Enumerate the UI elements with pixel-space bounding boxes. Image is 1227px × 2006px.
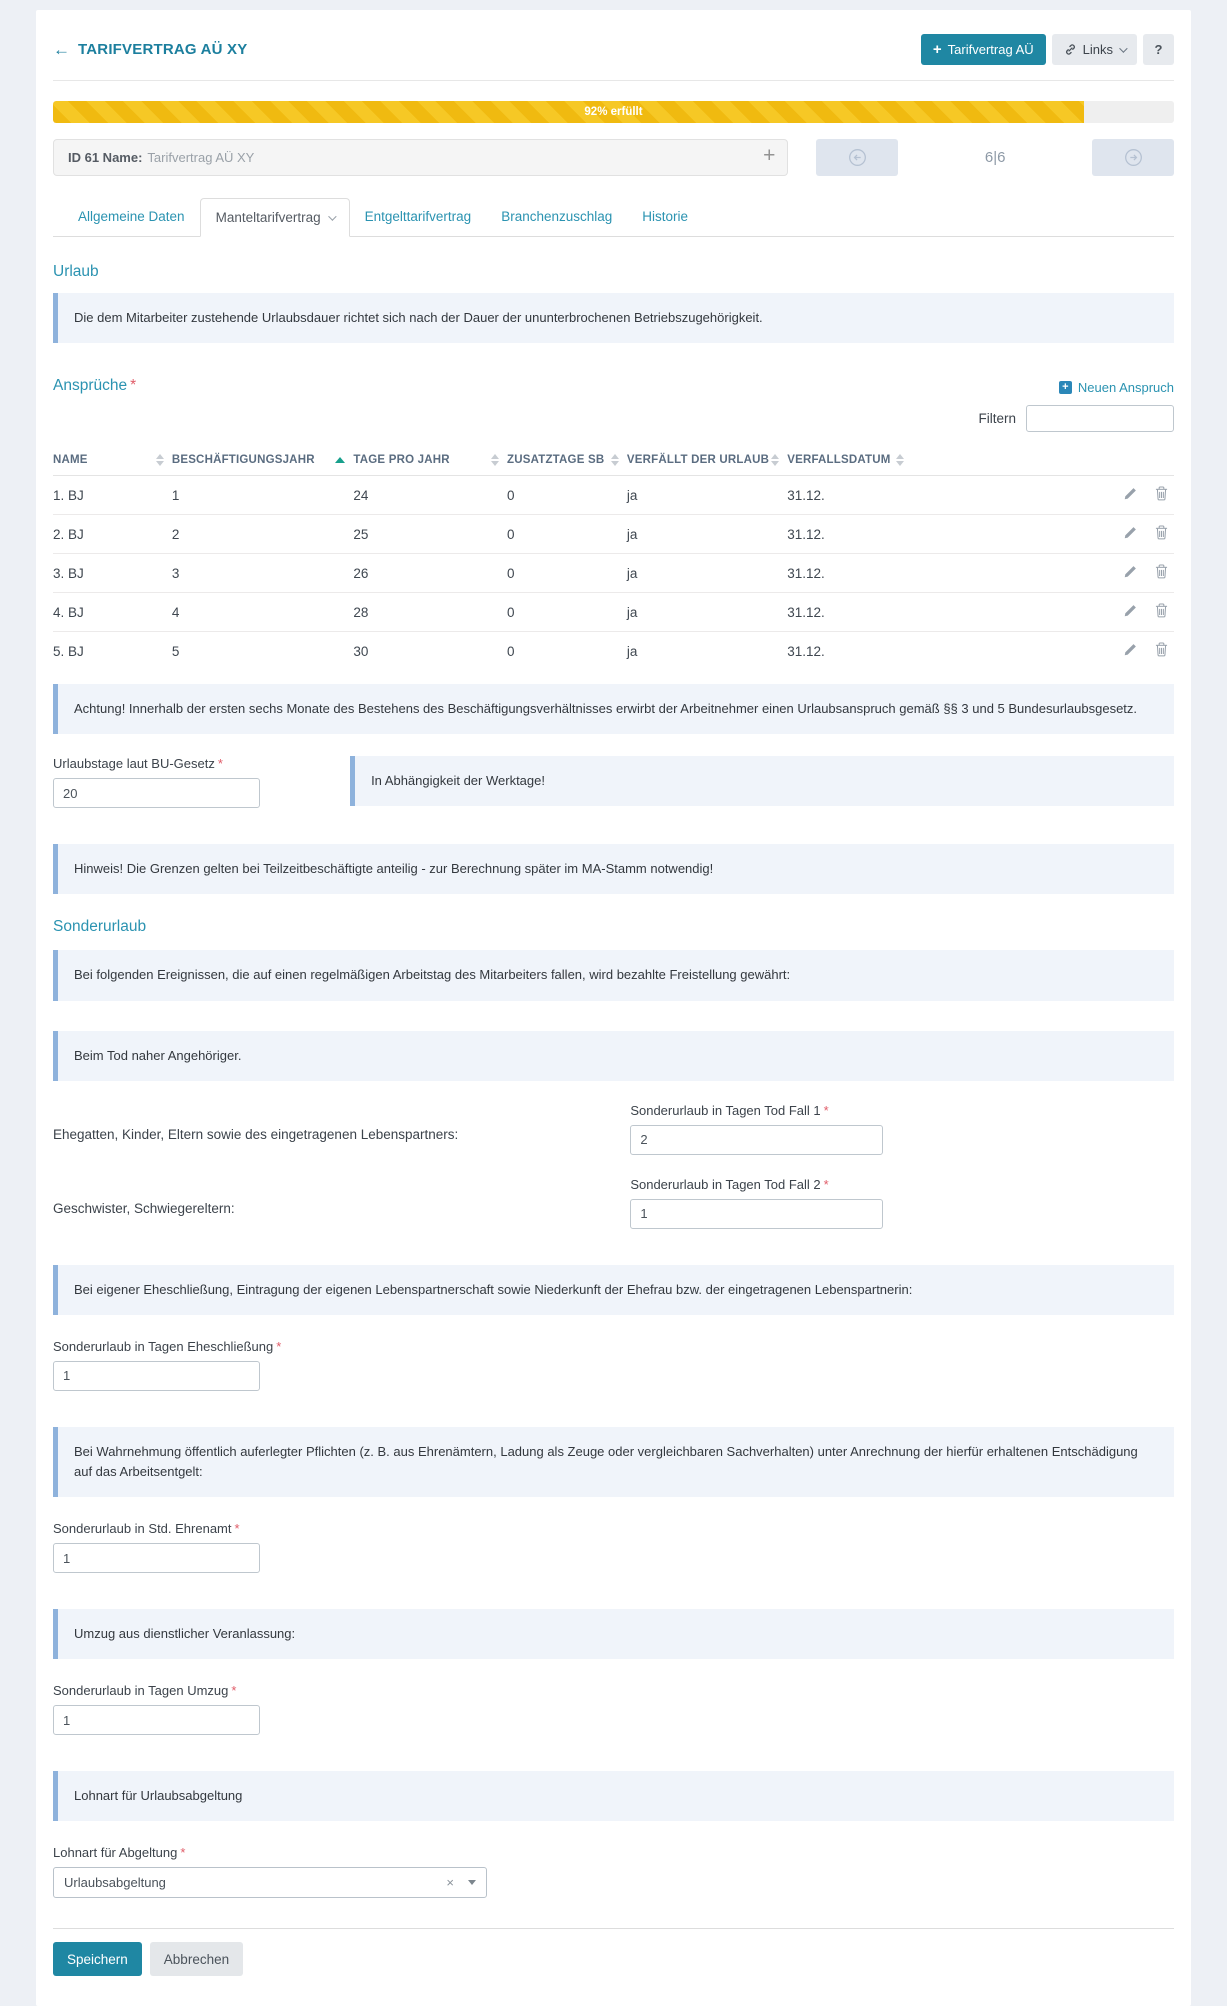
cell-verfaellt: ja: [626, 643, 638, 659]
cell-datum: 31.12.: [787, 476, 911, 515]
sort-icon: [896, 454, 904, 466]
column-header-tage-pro-jahr[interactable]: TAGE PRO JAHR: [353, 446, 507, 476]
next-record-button[interactable]: [1092, 139, 1174, 176]
cell-jahr: 5: [171, 643, 180, 659]
tab-entgelttarifvertrag[interactable]: Entgelttarifvertrag: [364, 209, 472, 224]
column-header-verfallsdatum[interactable]: VERFALLSDATUM: [787, 446, 911, 476]
eheschliessung-label-text: Sonderurlaub in Tagen Eheschließung: [53, 1338, 274, 1354]
table-header-row: [53, 446, 1174, 476]
required-mark: *: [823, 1176, 829, 1192]
tod-fall1-label-text: Sonderurlaub in Tagen Tod Fall 1: [630, 1102, 821, 1118]
required-mark: *: [823, 1102, 829, 1118]
cell-zusatz: 0: [507, 476, 627, 515]
bu-gesetz-input[interactable]: [53, 778, 260, 808]
help-button[interactable]: ?: [1143, 34, 1174, 65]
ehrenamt-input[interactable]: [53, 1543, 260, 1573]
cell-name: 4. BJ: [53, 593, 172, 632]
edit-pencil-icon[interactable]: [1123, 604, 1137, 621]
cell-tage: 28: [353, 593, 507, 632]
links-dropdown-button[interactable]: [1052, 34, 1137, 65]
lohnart-info-box: Lohnart für Urlaubsabgeltung: [53, 1771, 1174, 1821]
dropdown-caret-icon: [468, 1880, 476, 1885]
record-name-value: Tarifvertrag AÜ XY: [147, 150, 255, 165]
cell-datum: 31.12.: [787, 554, 911, 593]
page-header: [53, 26, 1174, 65]
lohnart-label: [53, 1845, 1174, 1860]
required-mark: *: [234, 1521, 240, 1537]
tab-manteltarifvertrag-label: Manteltarifvertrag: [215, 210, 321, 225]
back-arrow-icon[interactable]: ←: [53, 40, 70, 59]
cell-jahr: 3: [172, 554, 354, 593]
hinweis-info-box: Hinweis! Die Grenzen gelten bei Teilzeitbeschäftigte anteilig - zur Berechnung später im MA-Stamm notwendig!: [53, 844, 1174, 894]
ehrenamt-label: [53, 1521, 1174, 1536]
umzug-label-text: Sonderurlaub in Tagen Umzug: [53, 1683, 229, 1699]
umzug-label: [53, 1683, 1174, 1698]
tod-fall1-label: [630, 1103, 883, 1118]
cell-zusatz: 0: [506, 643, 515, 659]
lohnart-select-value: Urlaubsabgeltung: [64, 1875, 166, 1891]
add-record-icon[interactable]: +: [763, 144, 776, 167]
trash-icon[interactable]: [1155, 486, 1168, 504]
header-divider: [53, 80, 1174, 81]
cell-tage: 25: [353, 515, 507, 554]
tab-branchenzuschlag[interactable]: Branchenzuschlag: [501, 209, 613, 224]
sort-icon: [771, 454, 779, 466]
ehrenamt-label-text: Sonderurlaub in Std. Ehrenamt: [53, 1521, 232, 1537]
tod-fall1-input[interactable]: [630, 1125, 883, 1155]
progress-bar: [53, 101, 1174, 123]
table-row: [53, 554, 1174, 593]
cell-datum: 31.12.: [787, 593, 911, 632]
cell-zusatz: 0: [507, 515, 627, 554]
table-row: [53, 515, 1174, 554]
table-row: [53, 632, 1174, 671]
new-tarifvertrag-button[interactable]: [921, 34, 1046, 65]
record-nav-row: [53, 139, 1174, 176]
clear-x-icon[interactable]: ×: [446, 1875, 454, 1891]
tod-fall2-label-text: Sonderurlaub in Tagen Tod Fall 2: [630, 1176, 821, 1192]
werktage-note-box: In Abhängigkeit der Werktage!: [350, 756, 1174, 806]
record-id-label: ID 61 Name:: [68, 150, 143, 165]
column-header-name[interactable]: NAME: [53, 446, 172, 476]
achtung-info-box: Achtung! Innerhalb der ersten sechs Monate des Bestehens des Beschäftigungsverhältnisses erwirbt der Arbeitnehmer einen Urlaubsanspruch gemäß §§ 3 und 5 Bundesurlaubsgesetz.: [53, 684, 1174, 734]
tod-fall1-left-label: Ehegatten, Kinder, Eltern sowie des eingetragenen Lebenspartners:: [53, 1126, 459, 1142]
tab-historie[interactable]: Historie: [642, 209, 689, 224]
tab-allgemeine-daten[interactable]: Allgemeine Daten: [78, 209, 185, 224]
eheschliessung-info-box: Bei eigener Eheschließung, Eintragung der eigenen Lebenspartnerschaft sowie Niederkunft der Ehefrau bzw. der eingetragenen Lebenspartnerin:: [53, 1265, 1174, 1315]
required-mark: *: [231, 1683, 237, 1699]
cell-name: 1. BJ: [53, 476, 172, 515]
cell-tage: 24: [353, 476, 507, 515]
required-mark: *: [276, 1338, 282, 1354]
edit-pencil-icon[interactable]: [1123, 487, 1137, 504]
ansprueche-table: [53, 446, 1174, 670]
cell-datum: 31.12.: [787, 643, 825, 659]
tod-fall2-label: [630, 1177, 883, 1192]
required-mark: *: [130, 377, 137, 395]
record-id-bar: [53, 139, 788, 176]
cancel-button[interactable]: Abbrechen: [150, 1942, 243, 1976]
edit-pencil-icon[interactable]: [1123, 526, 1137, 543]
section-title-ansprueche: [53, 377, 136, 395]
filter-label: Filtern: [978, 411, 1016, 427]
tab-bar: [53, 198, 1174, 237]
bu-gesetz-label: [53, 756, 350, 771]
save-button[interactable]: Speichern: [53, 1942, 142, 1976]
cell-name: 5. BJ: [53, 643, 84, 659]
cell-tage: 26: [353, 554, 507, 593]
cell-jahr: 2: [172, 515, 354, 554]
cell-name: 3. BJ: [53, 554, 172, 593]
trash-icon[interactable]: [1155, 603, 1168, 621]
cell-jahr: 1: [172, 476, 354, 515]
arrow-left-circle-icon: [848, 148, 867, 167]
trash-icon[interactable]: [1155, 642, 1168, 660]
link-icon: [1064, 43, 1077, 56]
eheschliessung-label: [53, 1339, 1174, 1354]
cell-datum: 31.12.: [787, 515, 911, 554]
cell-verfaellt: ja: [627, 476, 787, 515]
urlaub-info-box: Die dem Mitarbeiter zustehende Urlaubsdauer richtet sich nach der Dauer der ununterbrochenen Betriebszugehörigkeit.: [53, 293, 1174, 343]
cell-jahr: 4: [172, 593, 354, 632]
trash-icon[interactable]: [1155, 564, 1168, 582]
sort-icon: [491, 454, 499, 466]
plus-icon: +: [932, 41, 942, 58]
pflichten-info-box: Bei Wahrnehmung öffentlich auferlegter Pflichten (z. B. aus Ehrenämtern, Ladung als Zeuge oder vergleichbaren Sachverhalten) unter Anrechnung der hierfür erhaltenen Entschädigung auf das Arbeitsentgelt:: [53, 1427, 1174, 1497]
table-row: [53, 593, 1174, 632]
edit-pencil-icon[interactable]: [1123, 565, 1137, 582]
filter-input[interactable]: [1026, 405, 1174, 432]
column-header-zusatztage-sb[interactable]: ZUSATZTAGE SB: [507, 446, 627, 476]
tod-fall2-left-label: Geschwister, Schwiegereltern:: [53, 1200, 235, 1216]
tod-note-box: Beim Tod naher Angehöriger.: [53, 1031, 1174, 1081]
sort-icon: [156, 454, 164, 466]
tod-fall2-input[interactable]: [630, 1199, 883, 1229]
table-row: [53, 476, 1174, 515]
cell-name: 2. BJ: [53, 515, 172, 554]
section-title-sonderurlaub: Sonderurlaub: [53, 918, 147, 936]
sonderurlaub-intro-box: Bei folgenden Ereignissen, die auf einen regelmäßigen Arbeitstag des Mitarbeiters fallen, wird bezahlte Freistellung gewährt:: [53, 950, 1174, 1000]
lohnart-select[interactable]: [53, 1867, 487, 1898]
chevron-down-icon: [328, 212, 336, 220]
eheschliessung-input[interactable]: [53, 1361, 260, 1391]
cell-zusatz: 0: [507, 593, 627, 632]
tab-manteltarifvertrag[interactable]: [200, 198, 350, 237]
umzug-info-box: Umzug aus dienstlicher Veranlassung:: [53, 1609, 1174, 1659]
cell-verfaellt: ja: [627, 593, 787, 632]
main-card: [36, 10, 1191, 2006]
prev-record-button[interactable]: [816, 139, 898, 176]
required-mark: *: [180, 1845, 186, 1861]
plus-square-icon: +: [1059, 381, 1072, 394]
cell-verfaellt: ja: [627, 515, 787, 554]
page-title: TARIFVERTRAG AÜ XY: [78, 41, 248, 58]
edit-pencil-icon[interactable]: [1123, 643, 1137, 660]
ansprueche-title-text: Ansprüche: [53, 377, 128, 395]
cell-tage: 30: [353, 643, 369, 659]
column-header-beschaeftigungsjahr[interactable]: BESCHÄFTIGUNGSJAHR: [172, 446, 354, 476]
links-label: Links: [1082, 42, 1113, 57]
cell-verfaellt: ja: [627, 554, 787, 593]
column-header-verfaellt-der-urlaub[interactable]: VERFÄLLT DER URLAUB: [627, 446, 787, 476]
new-anspruch-label: Neuen Anspruch: [1077, 380, 1174, 396]
new-anspruch-link[interactable]: [1059, 380, 1174, 395]
trash-icon[interactable]: [1155, 525, 1168, 543]
umzug-input[interactable]: [53, 1705, 260, 1735]
sort-icon: [611, 454, 619, 466]
required-mark: *: [217, 756, 223, 772]
lohnart-label-text: Lohnart für Abgeltung: [53, 1845, 178, 1861]
sort-asc-icon: [335, 457, 345, 463]
cell-zusatz: 0: [507, 554, 627, 593]
section-title-urlaub: Urlaub: [53, 263, 99, 280]
footer-divider: [53, 1928, 1174, 1929]
bu-gesetz-label-text: Urlaubstage laut BU-Gesetz: [53, 756, 215, 772]
new-tarifvertrag-label: Tarifvertrag AÜ: [947, 42, 1034, 57]
record-counter: 6|6: [984, 149, 1006, 166]
progress-label: 92% erfüllt: [584, 106, 643, 118]
arrow-right-circle-icon: [1124, 148, 1143, 167]
chevron-down-icon: [1119, 44, 1127, 52]
